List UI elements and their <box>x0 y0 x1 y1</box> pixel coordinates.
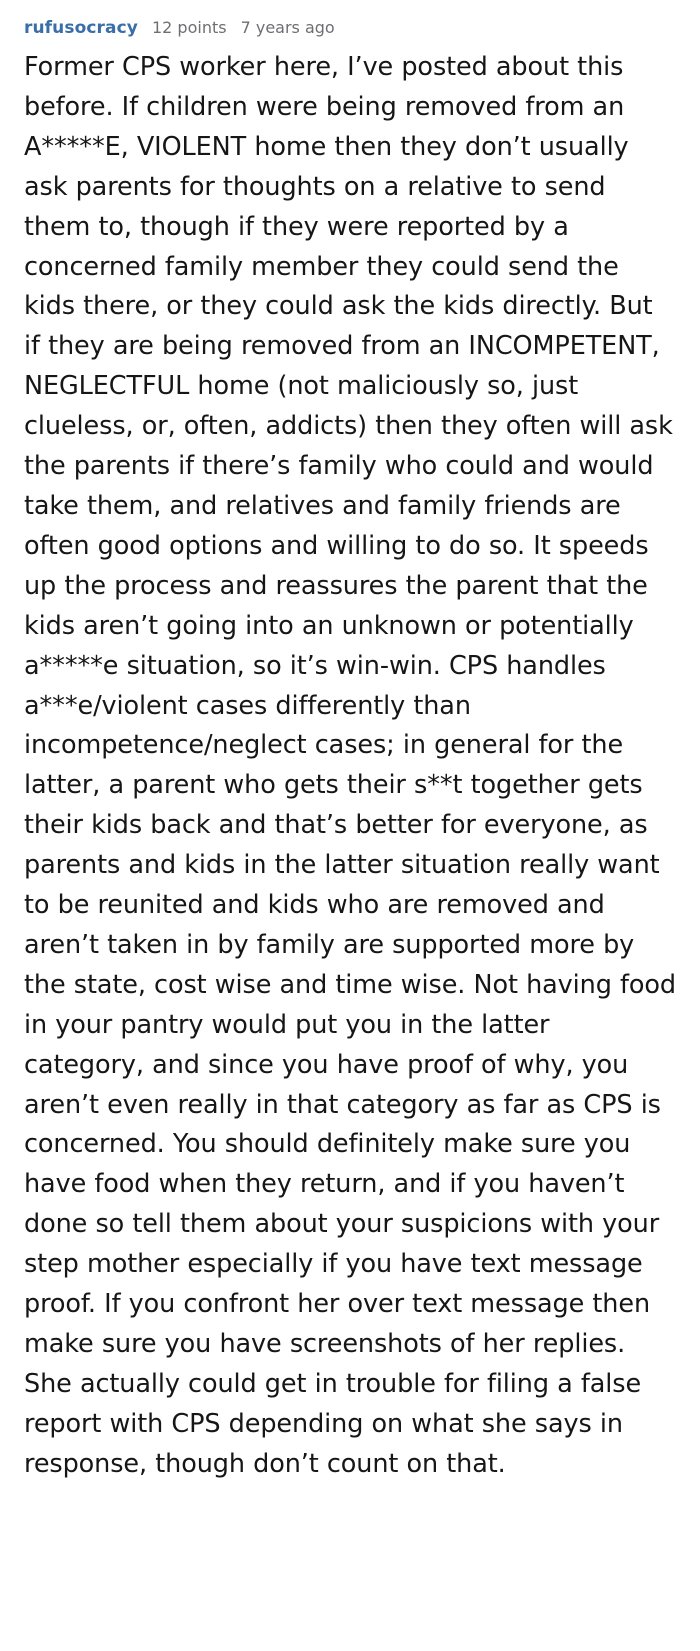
comment-header <box>24 18 676 38</box>
comment-points: 12 points <box>151 18 227 37</box>
comment-body: Former CPS worker here, I’ve posted about this before. If children were being removed from an A*****E, VIOLENT home then they don’t usually ask parents for thoughts on a relative to send them to, though if they were reported by a concerned family member they could send the kids there, or they could ask the kids directly. But if they are being removed from an INCOMPETENT, NEGLECTFUL home (not maliciously so, just clueless, or, often, addicts) then they often will ask the parents if there’s family who could and would take them, and relatives and family friends are often good options and willing to do so. It speeds up the process and reassures the parent that the kids aren’t going into an unknown or potentially a*****e situation, so it’s win-win. CPS handles a***e/violent cases differently than incompetence/neglect cases; in general for the latter, a parent who gets their s**t together gets their kids back and that’s better for everyone, as parents and kids in the latter situation really want to be reunited and kids who are removed and aren’t taken in by family are supported more by the state, cost wise and time wise. Not having food in your pantry would put you in the latter category, and since you have proof of why, you aren’t even really in that category as far as CPS is concerned. You should definitely make sure you have food when they return, and if you haven’t done so tell them about your suspicions with your step mother especially if you have text message proof. If you confront her over text message then make sure you have screenshots of her replies. She actually could get in trouble for filing a false report with CPS depending on what she says in response, though don’t count on that. <box>24 52 676 1479</box>
comment-timestamp: 7 years ago <box>240 18 335 37</box>
comment-author[interactable]: rufusocracy <box>24 18 138 38</box>
